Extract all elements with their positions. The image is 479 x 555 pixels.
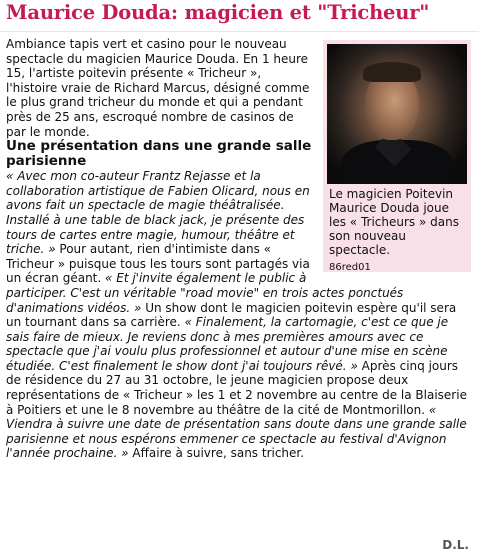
photo-caption: Le magicien Poitevin Maurice Douda joue les « Tricheurs » dans son nouveau spectacle. bbox=[329, 187, 459, 257]
body-text-3: Après cinq jours de résidence du 27 au 31 octobre, le jeune magicien propose deux représentations de « Tricheur » les 1 et 2 novembre au centre de la Blaiserie à Poitiers et une le 8 novembre au théâtre de la cité de Montmorillon. bbox=[6, 358, 467, 417]
headline-divider bbox=[0, 31, 479, 32]
quote-3: « Finalement, la cartomagie, c'est ce que je sais faire de mieux. Je reviens donc à mes premières amours avec ce spectacle que j'ai voulu plus professionnel et autour d'une mise en scène étudiée. C'est finalement le show dont j'ai toujours rêvé. » bbox=[6, 315, 449, 373]
body-text-1: Pour autant, rien d'intimiste dans « Tricheur » puisque tous les tours sont partagés via un écran géant. bbox=[6, 242, 310, 286]
photo-caption-box bbox=[323, 40, 471, 272]
quote-4: « Viendra à suivre une date de présentation sans doute dans une grande salle parisienne et nous espérons emmener ce spectacle au festival d'Avignon l'année prochaine. » bbox=[6, 402, 467, 461]
article-body bbox=[6, 37, 471, 461]
quote-2: « Et j'invite également le public à participer. C'est un véritable "road movie" en trois actes ponctués d'animations vidéos. » bbox=[6, 271, 404, 315]
section-subheading: Une présentation dans une grande salle parisienne bbox=[6, 138, 312, 170]
portrait-photo bbox=[327, 44, 467, 184]
article-headline: Maurice Douda: magicien et "Tricheur" bbox=[6, 1, 430, 24]
photo-credit: 86red01 bbox=[329, 262, 371, 273]
intro-paragraph: Ambiance tapis vert et casino pour le nouveau spectacle du magicien Maurice Douda. En 1 heure 15, l'artiste poitevin présente « Tricheur », l'histoire vraie de Richard Marcus, désigné comme le plus grand tricheur du monde et qui a pendant près de 25 ans, escroqué nombre de casinos de par le monde. bbox=[6, 37, 310, 139]
author-signature: D.L. bbox=[442, 538, 469, 552]
body-text-4: Affaire à suivre, sans tricher. bbox=[128, 446, 305, 461]
body-text-2: Un show dont le magicien poitevin espère qu'il sera un tournant dans sa carrière. bbox=[6, 300, 457, 330]
quote-1: « Avec mon co-auteur Frantz Rejasse et la collaboration artistique de Fabien Olicard, nous en avons fait un spectacle de magie théâtralisée. Installé à une table de black jack, je présente des tours de cartes entre magie, humour, théâtre et triche. » bbox=[6, 169, 310, 257]
